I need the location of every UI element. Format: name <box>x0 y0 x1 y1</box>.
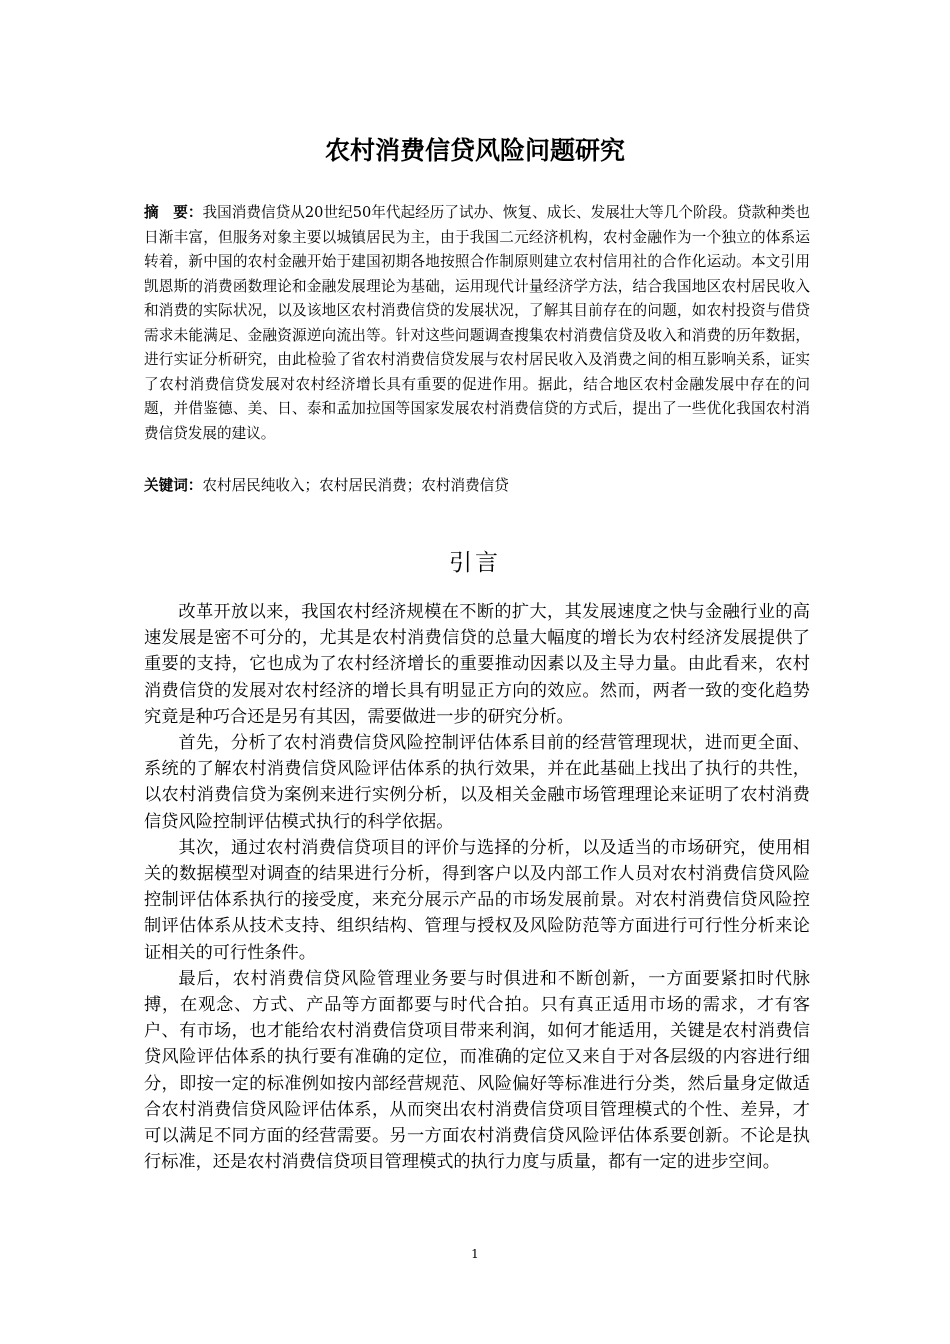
abstract-text: 我国消费信贷从20世纪50年代起经历了试办、恢复、成长、发展壮大等几个阶段。贷款种类也日渐丰富，但服务对象主要以城镇居民为主，由于我国二元经济机构，农村金融作为一个独立的体系运转着，新中国的农村金融开始于建国初期各地按照合作制原则建立农村信用社的合作化运动。本文引用凯恩斯的消费函数理论和金融发展理论为基础，运用现代计量经济学方法，结合我国地区农村居民收入和消费的实际状况，以及该地区农村消费信贷的发展状况，了解其目前存在的问题，如农村投资与借贷需求未能满足、金融资源逆向流出等。针对这些问题调查搜集农村消费信贷及收入和消费的历年数据，进行实证分析研究，由此检验了省农村消费信贷发展与农村居民收入及消费之间的相互影响关系，证实了农村消费信贷发展对农村经济增长具有重要的促进作用。据此，结合地区农村金融发展中存在的问题，并借鉴德、美、日、泰和孟加拉国等国家发展农村消费信贷的方式后，提出了一些优化我国农村消费信贷发展的建议。 <box>144 204 810 442</box>
document-title: 农村消费信贷风险问题研究 <box>324 136 625 165</box>
abstract-label: 摘 要： <box>144 204 203 221</box>
introduction-body <box>144 599 810 1175</box>
abstract <box>144 201 810 446</box>
paragraph: 最后，农村消费信贷风险管理业务要与时俱进和不断创新，一方面要紧扣时代脉搏，在观念、方式、产品等方面都要与时代合拍。只有真正适用市场的需求，才有客户、有市场，也才能给农村消费信贷项目带来利润，如何才能适用，关键是农村消费信贷风险评估体系的执行要有准确的定位，而准确的定位又来自于对各层级的内容进行细分，即按一定的标准例如按内部经营规范、风险偏好等标准进行分类，然后量身定做适合农村消费信贷风险评估体系，从而突出农村消费信贷项目管理模式的个性、差异，才可以满足不同方面的经营需要。另一方面农村消费信贷风险评估体系要创新。不论是执行标准，还是农村消费信贷项目管理模式的执行力度与质量，都有一定的进步空间。 <box>144 968 810 1173</box>
section-heading-introduction: 引言 <box>449 550 501 576</box>
paragraph: 其次，通过农村消费信贷项目的评价与选择的分析，以及适当的市场研究，使用相关的数据模型对调查的结果进行分析，得到客户以及内部工作人员对农村消费信贷风险控制评估体系执行的接受度，来充分展示产品的市场发展前景。对农村消费信贷风险控制评估体系从技术支持、组织结构、管理与授权及风险防范等方面进行可行性分析来论证相关的可行性条件。 <box>144 837 810 963</box>
paragraph: 首先，分析了农村消费信贷风险控制评估体系目前的经营管理现状，进而更全面、系统的了解农村消费信贷风险评估体系的执行效果，并在此基础上找出了执行的共性，以农村消费信贷为案例来进行实例分析，以及相关金融市场管理理论来证明了农村消费信贷风险控制评估模式执行的科学依据。 <box>144 733 810 832</box>
paragraph: 改革开放以来，我国农村经济规模在不断的扩大，其发展速度之快与金融行业的高速发展是密不可分的，尤其是农村消费信贷的总量大幅度的增长为农村经济发展提供了重要的支持，它也成为了农村经济增长的重要推动因素以及主导力量。由此看来，农村消费信贷的发展对农村经济的增长具有明显正方向的效应。然而，两者一致的变化趋势究竟是种巧合还是另有其因，需要做进一步的研究分析。 <box>144 602 810 727</box>
keywords <box>144 474 810 498</box>
page-number: 1 <box>471 1247 479 1261</box>
keywords-label: 关键词： <box>144 477 203 494</box>
keywords-text: 农村居民纯收入；农村居民消费；农村消费信贷 <box>202 477 509 494</box>
